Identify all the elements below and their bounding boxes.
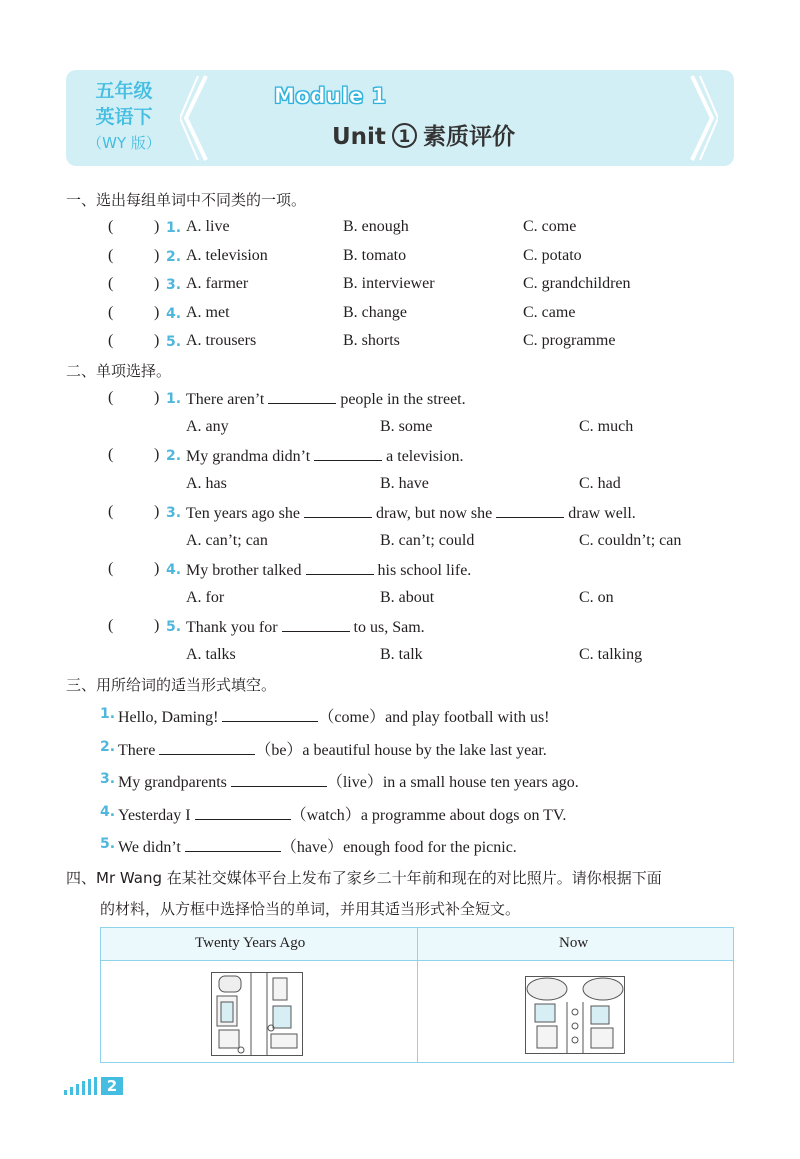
option-a: A. has [186,474,227,492]
grade-edition: （WY 版） [87,134,161,152]
answer-blank[interactable] [282,617,350,632]
word-hint: （live） [326,774,383,792]
unit-suffix: 素质评价 [422,124,515,150]
option-a: A. live [186,218,230,235]
paren-left: ( [108,560,114,577]
question-text [186,446,463,466]
paren-right: ) [154,218,160,235]
paren-right: ) [154,389,160,406]
paren-left: ( [108,303,114,321]
option-a: A. any [186,417,229,435]
question-part: My brother talked [186,562,302,579]
question-part: to us, Sam. [353,619,425,636]
question-part: There aren’t [186,391,265,408]
option-c: C. much [579,417,634,435]
answer-blank[interactable] [268,389,336,404]
section2-title: 二、单项选择。 [66,362,172,380]
option-c: C. on [579,588,614,606]
item-number: 4. [100,803,116,820]
sentence-start: Yesterday I [118,806,191,824]
paren-right: ) [154,503,160,520]
paren-right: ) [154,303,160,321]
question-text [186,617,425,637]
option-c: C. potato [523,246,582,264]
sentence-end: a beautiful house by the lake last year. [302,741,547,759]
item-number: 4. [166,305,182,322]
sentence-start: Hello, Daming! [118,709,219,726]
option-a: A. trousers [186,332,257,349]
answer-blank[interactable] [314,446,382,461]
item-number: 2. [166,448,182,464]
col-header-now: Now [559,935,589,951]
grade-label [78,78,170,156]
option-b: B. interviewer [343,275,435,292]
option-a: A. talks [186,645,236,663]
item-number: 5. [166,619,182,635]
item-number: 2. [166,248,182,265]
option-c: C. had [579,474,621,492]
word-hint: （have） [280,839,344,857]
fill-sentence [118,802,566,825]
option-b: B. enough [343,218,409,235]
unit-title [332,118,515,151]
paren-left: ( [108,246,114,264]
item-number: 4. [166,562,182,578]
option-a: A. for [186,588,225,606]
option-c: C. talking [579,645,643,663]
table-divider [417,928,418,1062]
sentence-end: a programme about dogs on TV. [360,806,567,824]
answer-blank[interactable] [159,740,255,755]
street-now-image [525,976,625,1054]
item-number: 2. [100,738,116,755]
item-number: 3. [166,277,182,293]
option-a: A. television [186,246,268,264]
page-number: 2 [101,1077,123,1095]
module-title: Module 1 [274,84,387,108]
option-b: B. about [380,588,435,606]
item-number: 3. [100,771,116,788]
item-number: 5. [166,334,182,350]
paren-right: ) [154,617,160,634]
answer-blank[interactable] [306,560,374,575]
question-part: My grandma didn’t [186,448,311,465]
question-part: Thank you for [186,619,278,636]
answer-blank[interactable] [231,772,327,787]
paren-left: ( [108,389,114,406]
col-header-past: Twenty Years Ago [195,935,306,951]
fill-sentence [118,834,517,857]
fill-sentence [118,737,547,760]
option-a: A. met [186,303,230,321]
word-hint: （be） [255,741,303,759]
item-number: 1. [100,706,116,722]
paren-left: ( [108,275,114,292]
sentence-end: and play football with us! [385,709,550,726]
comparison-table [100,927,734,1063]
section4-instruction-line2: 的材料，从方框中选择恰当的单词，并用其适当形式补全短文。 [100,900,521,918]
question-text [186,503,636,523]
paren-left: ( [108,503,114,520]
option-c: C. programme [523,332,616,349]
item-number: 1. [166,220,182,236]
item-number: 3. [166,505,182,521]
question-part: people in the street. [340,391,466,408]
fill-sentence [118,769,579,792]
option-b: B. shorts [343,332,400,349]
paren-right: ) [154,246,160,264]
question-part: a television. [386,448,464,465]
grade-line: 五年级 [95,80,153,102]
paren-right: ) [154,560,160,577]
answer-blank[interactable] [304,503,372,518]
left-chevron-icon [180,74,210,162]
sentence-end: enough food for the picnic. [343,839,517,857]
answer-blank[interactable] [496,503,564,518]
question-part: draw well. [568,505,636,522]
answer-blank[interactable] [195,805,291,820]
section4-instruction-line1: 四、Mr Wang 在某社交媒体平台上发布了家乡二十年前和现在的对比照片。请你根据下面 [66,869,662,887]
sentence-start: There [118,741,156,759]
option-b: B. have [380,474,429,492]
option-a: A. can’t; can [186,531,268,549]
unit-number: 1 [392,123,417,148]
word-hint: （watch） [290,806,361,824]
paren-left: ( [108,218,114,235]
option-c: C. came [523,303,576,321]
section1-title: 一、选出每组单词中不同类的一项。 [66,191,307,209]
option-b: B. some [380,417,433,435]
option-b: B. can’t; could [380,531,475,549]
paren-left: ( [108,617,114,634]
sentence-start: My grandparents [118,774,227,792]
item-number: 5. [100,836,116,853]
item-number: 1. [166,391,182,407]
section3-title: 三、用所给词的适当形式填空。 [66,676,277,694]
option-a: A. farmer [186,275,249,292]
right-chevron-icon [688,74,718,162]
option-b: B. talk [380,645,423,663]
paren-right: ) [154,332,160,349]
sentence-start: We didn’t [118,839,181,857]
question-text [186,560,471,580]
paren-left: ( [108,446,114,463]
word-hint: （come） [318,709,386,726]
option-c: C. come [523,218,577,235]
page-stripes-icon [64,1077,100,1095]
option-b: B. tomato [343,246,407,264]
answer-blank[interactable] [185,837,281,852]
sentence-end: in a small house ten years ago. [382,774,579,792]
paren-left: ( [108,332,114,349]
question-part: Ten years ago she [186,505,300,522]
option-c: C. couldn’t; can [579,531,682,549]
paren-right: ) [154,446,160,463]
fill-sentence [118,704,550,727]
paren-right: ) [154,275,160,292]
option-b: B. change [343,303,407,321]
unit-prefix: Unit [332,124,386,150]
question-part: his school life. [377,562,472,579]
option-c: C. grandchildren [523,275,631,292]
grade-subject: 英语下 [95,106,153,128]
answer-blank[interactable] [222,707,318,722]
street-past-image [211,972,303,1056]
question-text [186,389,466,409]
question-part: draw, but now she [375,505,493,522]
